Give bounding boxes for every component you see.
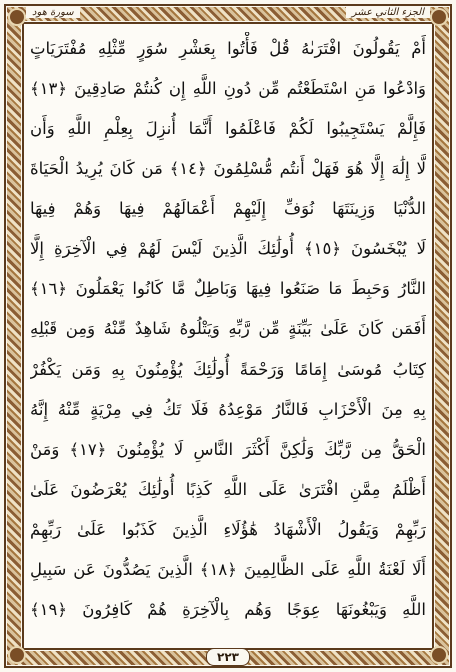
- corner-ornament-icon: [8, 8, 26, 26]
- text-line: النَّارُ وَحَبِطَ مَا صَنَعُوا فِيهَا وَبَاطِلٌ مَّا كَانُوا يَعْمَلُونَ ﴿١٦﴾: [30, 279, 426, 299]
- surah-label: سورة هود: [26, 7, 80, 18]
- corner-ornament-icon: [430, 8, 448, 26]
- text-line: بِهِ مِنَ الْأَحْزَابِ فَالنَّارُ مَوْعِدُهُ فَلَا تَكُ فِي مِرْيَةٍ مِّنْهُ إِنَّهُ: [30, 399, 426, 419]
- text-line: لَا يُبْخَسُونَ ﴿١٥﴾ أُولَٰئِكَ الَّذِينَ لَيْسَ لَهُمْ فِي الْآخِرَةِ إِلَّا: [30, 239, 426, 259]
- text-line: أَمْ يَقُولُونَ افْتَرَىٰهُ قُلْ فَأْتُوا بِعَشْرِ سُوَرٍ مِّثْلِهِ مُفْتَرَيَاتٍ: [30, 39, 426, 58]
- text-line: اللَّهِ وَيَبْغُونَهَا عِوَجًا وَهُم بِالْآخِرَةِ هُمْ كَافِرُونَ ﴿١٩﴾: [30, 599, 426, 619]
- text-line: وَادْعُوا مَنِ اسْتَطَعْتُم مِّن دُونِ اللَّهِ إِن كُنتُمْ صَادِقِينَ ﴿١٣﴾: [30, 79, 426, 99]
- text-line: الْحَقُّ مِن رَّبِّكَ وَلَٰكِنَّ أَكْثَرَ النَّاسِ لَا يُؤْمِنُونَ ﴿١٧﴾ وَمَنْ: [30, 439, 426, 459]
- text-line: كِتَابُ مُوسَىٰ إِمَامًا وَرَحْمَةً أُولَٰئِكَ يُؤْمِنُونَ بِهِ وَمَن يَكْفُرْ: [30, 359, 426, 379]
- page-number-footer: [0, 648, 456, 666]
- page-number: ٢٢٣: [206, 648, 250, 666]
- text-line: لَّا إِلَٰهَ إِلَّا هُوَ فَهَلْ أَنتُم مُّسْلِمُونَ ﴿١٤﴾ مَن كَانَ يُرِيدُ الْحَيَاةَ: [30, 159, 426, 179]
- text-line: الدُّنْيَا وَزِينَتَهَا نُوَفِّ إِلَيْهِمْ أَعْمَالَهُمْ فِيهَا وَهُمْ فِيهَا: [30, 199, 426, 219]
- text-line: رَبِّهِمْ وَيَقُولُ الْأَشْهَادُ هَٰؤُلَاءِ الَّذِينَ كَذَبُوا عَلَىٰ رَبِّهِمْ: [30, 519, 426, 539]
- text-line: فَإِلَّمْ يَسْتَجِيبُوا لَكُمْ فَاعْلَمُوا أَنَّمَا أُنزِلَ بِعِلْمِ اللَّهِ وَأَن: [30, 119, 426, 139]
- text-line: أَلَا لَعْنَةُ اللَّهِ عَلَى الظَّالِمِينَ ﴿١٨﴾ الَّذِينَ يَصُدُّونَ عَن سَبِيلِ: [30, 559, 426, 579]
- page-header: [26, 4, 430, 20]
- text-line: أَفَمَن كَانَ عَلَىٰ بَيِّنَةٍ مِّن رَّبِّهِ وَيَتْلُوهُ شَاهِدٌ مِّنْهُ وَمِن قَبْلِهِ: [30, 319, 426, 339]
- juz-label: الجزء الثاني عشر: [346, 7, 430, 18]
- text-line: أَظْلَمُ مِمَّنِ افْتَرَىٰ عَلَى اللَّهِ كَذِبًا أُولَٰئِكَ يُعْرَضُونَ عَلَىٰ: [30, 479, 426, 499]
- verse-text-block: [30, 32, 426, 628]
